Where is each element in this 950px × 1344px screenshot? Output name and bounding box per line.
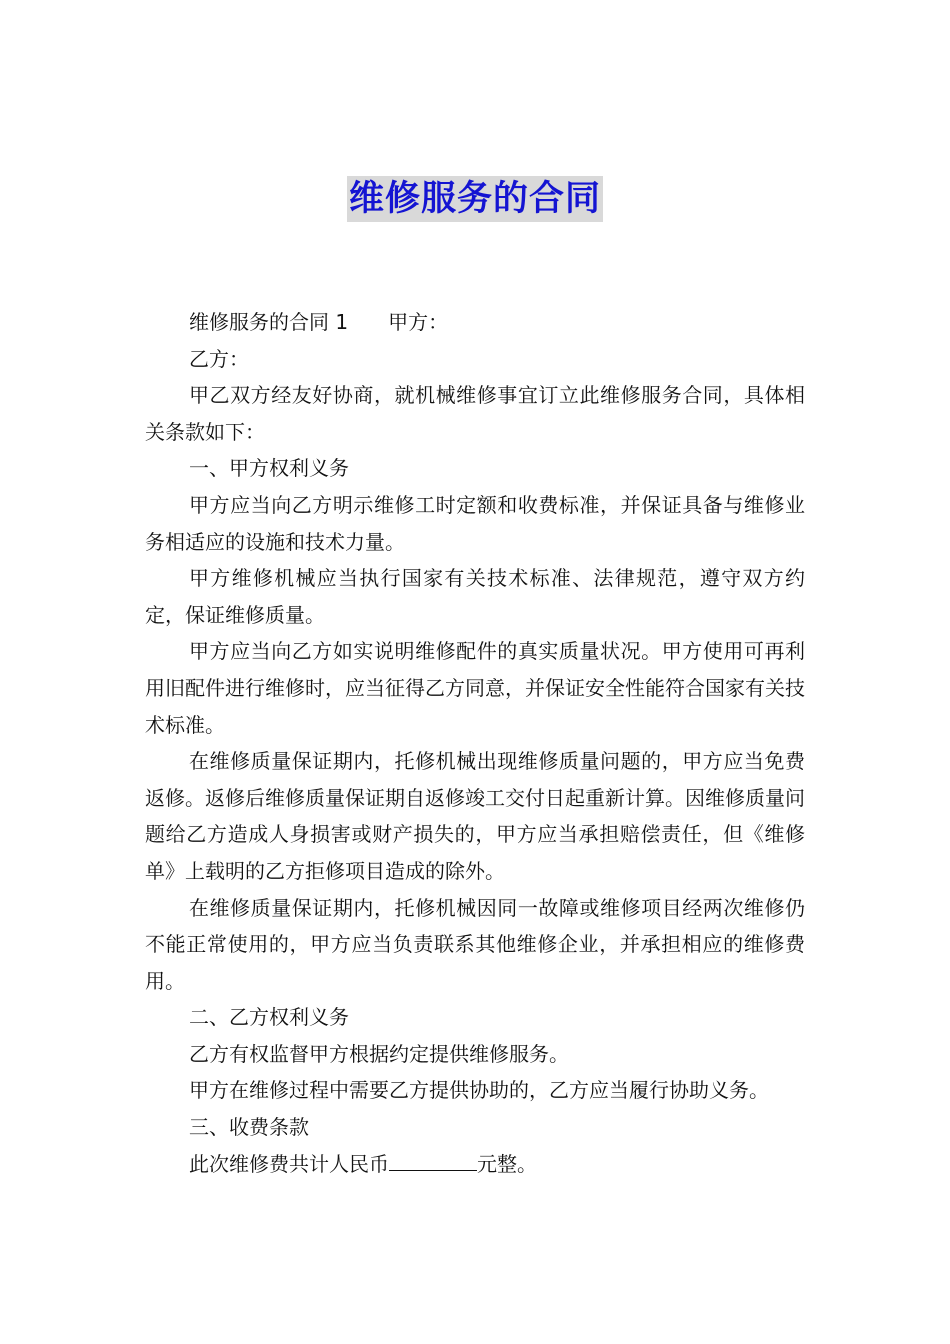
title-wrap [0, 176, 950, 222]
party-b-label: 乙方： [189, 346, 249, 371]
fee-suffix: 元整。 [477, 1151, 537, 1176]
paragraph: 甲方在维修过程中需要乙方提供协助的，乙方应当履行协助义务。 [189, 1078, 769, 1103]
document-title: 维修服务的合同 [347, 176, 603, 222]
paragraph: 甲方维修机械应当执行国家有关技术标准、法律规范，遵守双方约定，保证维修质量。 [145, 566, 805, 627]
paragraph: 乙方有权监督甲方根据约定提供维修服务。 [189, 1041, 569, 1066]
heading-line [145, 304, 805, 341]
section-heading-party-b: 二、乙方权利义务 [189, 1005, 349, 1030]
paragraph: 甲方应当向乙方如实说明维修配件的真实质量状况。甲方使用可再利用旧配件进行维修时，应当征得乙方同意，并保证安全性能符合国家有关技术标准。 [145, 639, 805, 737]
paragraph: 甲方应当向乙方明示维修工时定额和收费标准，并保证具备与维修业务相适应的设施和技术力量。 [145, 492, 805, 554]
paragraph-intro: 甲乙双方经友好协商，就机械维修事宜订立此维修服务合同，具体相关条款如下： [145, 383, 805, 444]
fee-line [145, 1146, 805, 1183]
party-a-label: 甲方： [388, 310, 449, 334]
paragraph: 在维修质量保证期内，托修机械出现维修质量问题的，甲方应当免费返修。返修后维修质量保证期自返修竣工交付日起重新计算。因维修质量问题给乙方造成人身损害或财产损失的，甲方应当承担赔偿责任，但《维修单》上载明的乙方拒修项目造成的除外。 [145, 749, 805, 883]
fee-amount-blank [389, 1148, 477, 1171]
contract-number: 维修服务的合同 1 [189, 310, 349, 334]
section-heading-fees: 三、收费条款 [189, 1115, 309, 1140]
section-heading-party-a: 一、甲方权利义务 [189, 456, 349, 481]
document-body [145, 304, 805, 1182]
fee-prefix: 此次维修费共计人民币 [189, 1151, 389, 1176]
paragraph: 在维修质量保证期内，托修机械因同一故障或维修项目经两次维修仍不能正常使用的，甲方应当负责联系其他维修企业，并承担相应的维修费用。 [145, 895, 805, 993]
